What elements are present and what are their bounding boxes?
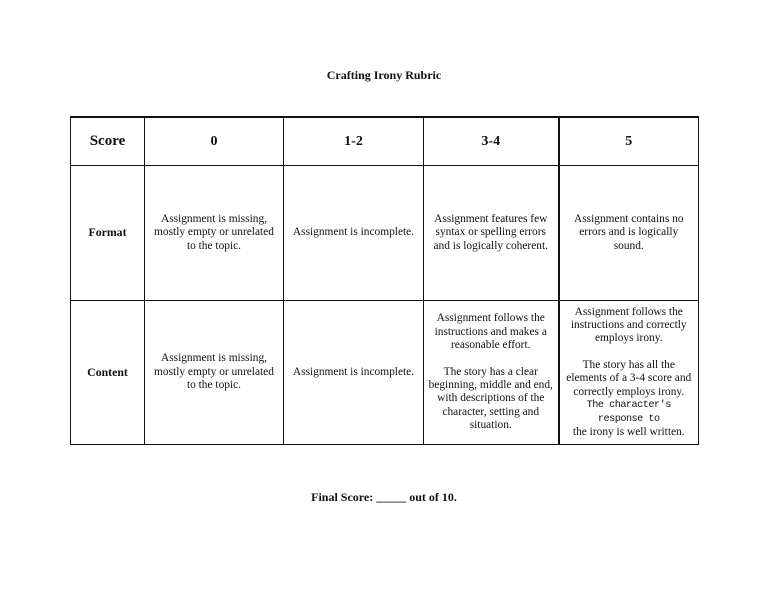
cell-text: Assignment follows the instructions and makes a reasonable effort. [434,312,547,352]
header-5: 5 [559,117,699,166]
cell-text: Assignment is missing, mostly empty or unrelated to the topic. [154,212,274,252]
cell-format-3-4 [424,166,559,301]
cell-content-3-4 [424,301,559,445]
cell-format-0 [145,166,284,301]
cell-text: Assignment is incomplete. [292,226,415,239]
header-3-4: 3-4 [424,117,559,166]
page-title: Crafting Irony Rubric [326,68,442,82]
header-0: 0 [145,117,284,166]
cell-text: The story has all the elements of a 3-4 score and correctly employs irony. [566,358,692,398]
row-label-content: Content [71,301,145,445]
header-1-2: 1-2 [284,117,424,166]
header-score: Score [71,117,145,166]
table-row-content [71,301,699,445]
cell-format-5 [559,166,699,301]
cell-content-1-2 [284,301,424,445]
cell-text: Assignment features few syntax or spelling errors and is logically coherent. [433,212,548,252]
row-label-format: Format [71,166,145,301]
rubric-table [70,116,699,445]
cell-text: Assignment is incomplete. [292,365,415,378]
cell-content-0 [145,301,284,445]
cell-content-5 [559,301,699,445]
final-score-line: Final Score: _____ out of 10. [311,490,457,504]
table-row-format [71,166,699,301]
cell-text: Assignment contains no errors and is logically sound. [574,212,684,252]
cell-text-mono: The character's response to [586,400,671,425]
cell-text: Assignment follows the instructions and correctly employs irony. [570,305,687,345]
header-row [71,117,699,166]
cell-text: The story has a clear beginning, middle and end, with descriptions of the character, setting and situation. [428,365,553,432]
cell-text: Assignment is missing, mostly empty or unrelated to the topic. [154,352,274,392]
cell-text: the irony is well written. [572,425,685,438]
cell-format-1-2 [284,166,424,301]
